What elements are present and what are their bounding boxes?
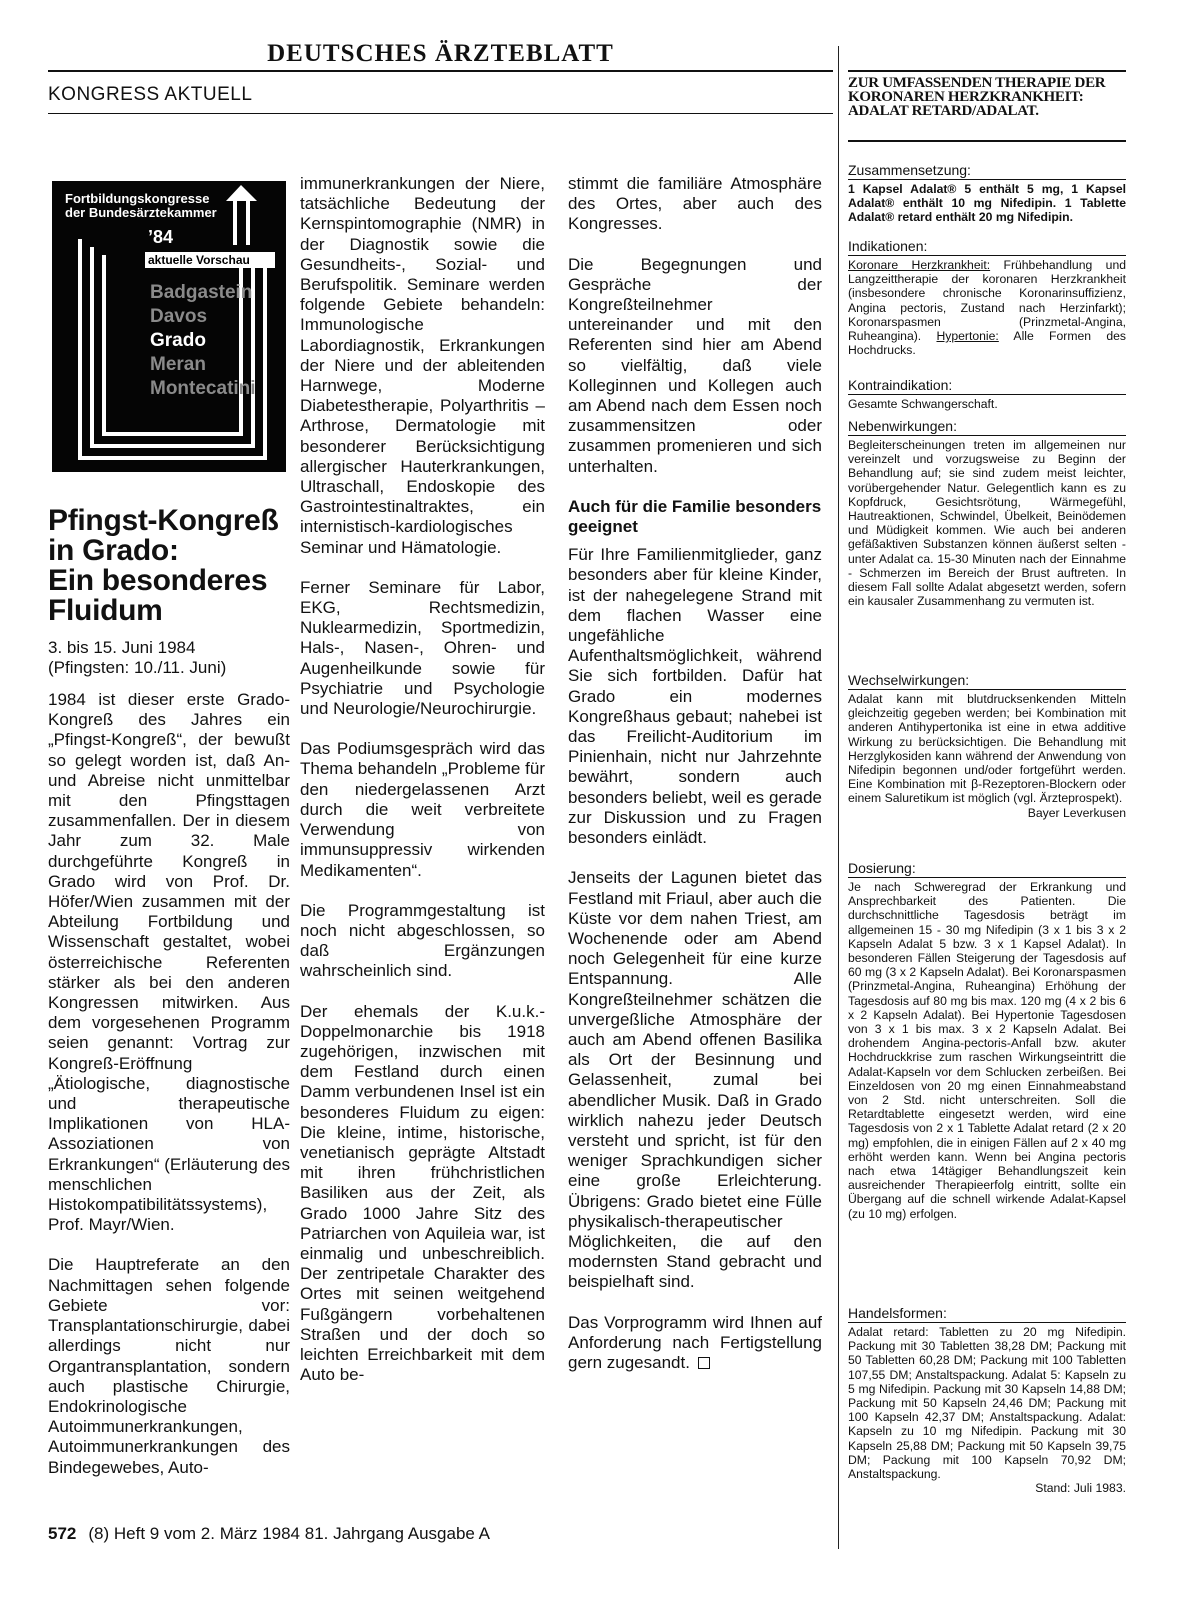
sidebar-heading: Wechselwirkungen: xyxy=(848,672,970,688)
sidebar-term: Hypertonie: xyxy=(936,329,999,344)
title-line: in Grado: xyxy=(48,534,179,567)
sidebar-heading: Indikationen: xyxy=(848,238,928,254)
promo-city: Davos xyxy=(150,306,208,327)
paragraph-text: Das Vorprogramm wird Ihnen auf Anforderung nach Fertigstellung gern zugesandt. xyxy=(568,1312,822,1372)
title-line: Pfingst-Kongreß xyxy=(48,504,279,537)
article-subheading: Auch für die Familie besonders geeignet xyxy=(568,496,822,537)
sidebar-text: Adalat kann mit blutdrucksenkenden Mitteln gleichzeitig gegeben werden; bei Kombination mit anderen Antihypertonika ist eine in etwa additive Wirkung zu berücksichtigen. Die Behandlung mit Herzglykosiden kann während der Anwendung von Nifedipin begonnen und/oder fortgeführt werden. Eine Kombination mit β-Rezeptoren-Blockern oder einem Saluretikum ist möglich (vgl. Ärzteprospekt). xyxy=(848,692,1126,806)
date-line: (Pfingsten: 10./11. Juni) xyxy=(48,658,227,677)
sidebar-heading: Nebenwirkungen: xyxy=(848,418,957,434)
sidebar-rule xyxy=(848,689,1126,690)
sidebar-section-zusammensetzung xyxy=(848,162,1126,225)
sidebar-section-nebenwirkungen xyxy=(848,418,1126,608)
masthead-rule xyxy=(48,70,833,72)
paragraph: Jenseits der Lagunen bietet das Festland mit Friaul, aber auch die Küste vor dem nahen Triest, am Wochenende oder am Abend noch Gelegenheit für eine kurze Entspannung. Alle Kongreßteilnehmer schätzen die unvergeßliche Atmosphäre der auch am Abend offenen Basilika als Ort der Besinnung und Gelassenheit, zumal bei abendlicher Musik. Daß in Grado wirklich nahezu jeder Deutsch versteht und spricht, ist für den weniger Sprachkundigen sicher eine große Erleichterung. Übrigens: Grado bietet eine Fülle physikalisch-therapeutischer Möglichkeiten, die auf den modernsten Stand gebracht und beispielhaft sind. xyxy=(568,868,822,1292)
sidebar-text: Adalat retard: Tabletten zu 20 mg Nifedipin. Packung mit 30 Tabletten 38,28 DM; Packung mit 50 Tabletten 60,28 DM; Packung mit 100 Tabletten 107,55 DM; Anstaltspackung. Adalat 5: Kapseln zu 5 mg Nifedipin. Packung mit 30 Kapseln 14,88 DM; Packung mit 50 Kapseln 24,46 DM; Packung mit 100 Kapseln 42,37 DM; Anstaltspackung. Adalat: Kapseln zu 10 mg Nifedipin. Packung mit 30 Kapseln 25,88 DM; Packung mit 50 Kapseln 39,75 DM; Packung mit 100 Kapseln 70,92 DM; Anstaltspackung. xyxy=(848,1325,1126,1482)
paragraph: Der ehemals der K.u.k.-Doppelmonarchie bis 1918 zugehörigen, inzwischen mit dem Festland durch einen Damm verbundenen Insel ist ein besonderes Fluidum zu eigen: Die kleine, intime, historische, venetianisch geprägte Altstadt mit ihren frühchristlichen Basiliken aus der Zeit, als Grado 1000 Jahre Sitz des Patriarchen von Aquileia war, ist einmalig und unbeschreiblich. Der zentripetale Charakter des Ortes mit seinen weitgehend Fußgängern vorbehaltenen Straßen und der doch so leichten Erreichbarkeit mit dem Auto be- xyxy=(300,1001,545,1385)
sidebar-text-part: Frühbehandlung und Langzeittherapie der koronaren Herzkrankheit (insbesondere chronische Koronarinsuffizienz, Angina pectoris, Zustand nach Herzinfarkt); Koronarspasmen (Prinzmetal-Angina, Ruheangina). xyxy=(848,258,1126,344)
paragraph: 1984 ist dieser erste Grado-Kongreß des Jahres ein „Pfingst-Kongreß“, der bewußt so gelegt worden ist, daß An- und Abreise nicht unmittelbar mit den Pfingsttagen zusammenfallen. Der in diesem Jahr zum 32. Male durchgeführte Kongreß in Grado wird von Prof. Dr. Höfer/Wien zusammen mit der Abteilung Fortbildung und Wissenschaft gestaltet, wobei österreichische Referenten stärker als bei den anderen Kongressen mitwirken. Aus dem vorgesehenen Programm seien genannt: Vortrag zur Kongreß-Eröffnung „Ätiologische, diagnostische und therapeutische Implikationen von HLA-Assoziationen von Erkrankungen“ (Erläuterung des menschlichen Histokompatibilitätssystems), Prof. Mayr/Wien. xyxy=(48,690,290,1235)
article-title xyxy=(48,506,288,626)
sidebar-rule xyxy=(848,435,1126,436)
section-rule xyxy=(48,113,833,114)
sidebar-rule xyxy=(848,394,1126,395)
issue-info: (8) Heft 9 vom 2. März 1984 81. Jahrgang Ausgabe A xyxy=(88,1524,490,1543)
sidebar-heading: Handelsformen: xyxy=(848,1305,947,1321)
sidebar-heading: Zusammensetzung: xyxy=(848,162,971,178)
sidebar-text: Begleiterscheinungen treten im allgemeinen nur vereinzelt und vorzugsweise zu Beginn der Behandlung auf; sie sind zudem meist leichter, vorübergehender Natur. Gelegentlich kann es zu Kopfdruck, Gesichtsrötung, Wärmegefühl, Hautreaktionen, Schwindel, Übelkeit, Beinödemen und Müdigkeit kommen. Wie auch bei anderen gefäßaktiven Substanzen können äußerst selten - unter Adalat ca. 15-30 Minuten nach der Einnahme - Schmerzen im Bereich der Brust auftreten. In diesem Fall sollte Adalat abgesetzt werden, sofern ein kausaler Zusammenhang zu vermuten ist. xyxy=(848,438,1126,609)
sidebar-rule xyxy=(848,1322,1126,1323)
sidebar-stand: Stand: Juli 1983. xyxy=(1035,1481,1126,1496)
promo-city-highlight: Grado xyxy=(150,330,206,351)
title-line: Ein besonderes xyxy=(48,564,268,597)
paragraph: stimmt die familiäre Atmosphäre des Ortes, aber auch des Kongresses. xyxy=(568,174,822,234)
sidebar-heading: Dosierung: xyxy=(848,860,916,876)
paragraph: Das Podiumsgespräch wird das Thema behandeln „Probleme für den niedergelassenen Arzt durch die weit verbreitete Verwendung von immunsuppressiv wirkenden Medikamenten“. xyxy=(300,739,545,880)
sidebar-rule xyxy=(848,179,1126,180)
paragraph: Die Hauptreferate an den Nachmittagen sehen folgende Gebiete vor: Transplantationschirurgie, dabei allerdings nicht nur Organtransplantation, sondern auch plastische Chirurgie, Endokrinologische Autoimmunerkrankungen, Autoimmunerkrankungen des Bindegewebes, Auto- xyxy=(48,1255,290,1477)
page-number: 572 xyxy=(48,1524,77,1543)
paragraph: Die Programmgestaltung ist noch nicht abgeschlossen, so daß Ergänzungen wahrscheinlich sind. xyxy=(300,900,545,981)
date-line: 3. bis 15. Juni 1984 xyxy=(48,638,196,657)
masthead: DEUTSCHES ÄRZTEBLATT xyxy=(267,40,614,67)
sidebar-rule xyxy=(848,255,1126,256)
paragraph: Die Begegnungen und Gespräche der Kongreßteilnehmer untereinander und mit den Referenten sind hier am Abend so vielfältig, daß viele Kolleginnen und Kollegen auch am Abend nach dem Essen noch zusammensitzen oder zusammen promenieren und sich unterhalten. xyxy=(568,254,822,476)
title-line: Fluidum xyxy=(48,594,163,627)
congress-promo-box xyxy=(52,181,286,472)
sidebar-heading: Kontraindikation: xyxy=(848,377,953,393)
article-column-1 xyxy=(48,690,290,1498)
article-column-3 xyxy=(568,174,822,1393)
promo-preview-label: aktuelle Vorschau xyxy=(145,252,275,268)
end-mark-icon xyxy=(698,1357,710,1369)
paragraph: Für Ihre Familienmitglieder, ganz besonders aber für kleine Kinder, ist der nahegelegene Strand mit dem flachen Wasser eine ungefähliche Aufenthaltsmöglichkeit, während Sie sich fortbilden. Dafür hat Grado ein modernes Kongreßhaus gebaut; nahebei ist das Freilicht-Auditorium im Pinienhain, nicht nur Jahrzehnte bewährt, sondern auch besonders beliebt, weil es gerade zur Diskussion und zu Fragen besonders einlädt. xyxy=(568,545,822,848)
sidebar-text xyxy=(848,258,1126,357)
paragraph-last xyxy=(568,1313,822,1374)
sidebar-section-wechselwirkungen xyxy=(848,672,1126,820)
sidebar-title: ZUR UMFASSENDEN THERAPIE DER KORONAREN HERZKRANKHEIT: ADALAT RETARD/ADALAT. xyxy=(848,75,1106,119)
sidebar-company: Bayer Leverkusen xyxy=(1027,805,1126,820)
promo-city: Badgastein xyxy=(150,282,253,303)
promo-year: ’84 xyxy=(148,227,174,247)
section-label: KONGRESS AKTUELL xyxy=(48,84,253,105)
sidebar-section-handelsformen xyxy=(848,1305,1126,1495)
sidebar-text: 1 Kapsel Adalat® 5 enthält 5 mg, 1 Kapsel Adalat® enthält 10 mg Nifedipin. 1 Tablette Adalat® retard enthält 20 mg Nifedipin. xyxy=(848,182,1126,225)
paragraph: immunerkrankungen der Niere, tatsächliche Bedeutung der Kernspintomographie (NMR) in der Diagnostik sowie die Gesundheits-, Sozial- und Berufspolitik. Seminare werden folgende Gebiete behandeln: Immunologische Labordiagnostik, Erkrankungen der Niere und der ableitenden Harnwege, Moderne Diabetestherapie, Polyarthritis – Arthrose, Dermatologie mit besonderer Berücksichtigung allergischer Hauterkrankungen, Ultraschall, Endoskopie des Gastrointestinaltraktes, ein internistisch-kardiologisches Seminar und Hämatologie. xyxy=(300,174,545,557)
sidebar-rule xyxy=(848,140,1126,142)
promo-city: Meran xyxy=(150,354,206,375)
sidebar-top-rule xyxy=(848,70,1126,72)
article-dates xyxy=(48,638,288,678)
promo-city-list xyxy=(150,281,256,401)
sidebar-text: Je nach Schweregrad der Erkrankung und Ansprechbarkeit des Patienten. Die durchschnittliche Tagesdosis beträgt im allgemeinen 15 - 30 mg Nifedipin (3 x 1 bis 3 x 2 Kapseln Adalat 5 bzw. 3 x 1 Kapsel Adalat). In besonderen Fällen Steigerung der Tagesdosis auf 60 mg (3 x 2 Kapseln Adalat). Bei Koronarspasmen (Prinzmetal-Angina, Ruheangina) Erhöhung der Tagesdosis auf 80 mg bis max. 120 mg (4 x 2 bis 6 x 2 Kapseln Adalat). Bei Hypertonie Tagesdosen von 3 x 1 bis max. 3 x 2 Kapseln Adalat. Bei drohendem Angina-pectoris-Anfall bzw. akuter Hochdruckkrise zum raschen Wirkungseintritt die Adalat-Kapseln vor dem Schlucken zerbeißen. Bei Einzeldosen von 20 mg einen Einnahmeabstand von 2 Std. nicht unterschreiten. Soll die Retardtablette eingesetzt werden, wird eine Tagesdosis von 2 x 1 Tablette Adalat retard (2 x 20 mg) empfohlen, die in einigen Fällen auf 2 x 40 mg erhöht werden kann. Wenn bei Angina pectoris nach etwa 14tägiger Behandlungszeit kein ausreichender Therapieerfolg eintritt, sollte ein Übergang auf die schnell wirkende Adalat-Kapsel (zu 10 mg) erfolgen. xyxy=(848,880,1126,1221)
sidebar-section-kontraindikation xyxy=(848,377,1126,411)
sidebar-rule xyxy=(848,877,1126,878)
sidebar-section-dosierung xyxy=(848,860,1126,1221)
article-column-2 xyxy=(300,174,545,1405)
column-divider xyxy=(838,46,839,1549)
promo-heading: Fortbildungskongresse der Bundesärztekammer xyxy=(65,191,217,220)
page-footer xyxy=(48,1524,490,1544)
promo-city: Montecatini xyxy=(150,378,256,399)
paragraph: Ferner Seminare für Labor, EKG, Rechtsmedizin, Nuklearmedizin, Sportmedizin, Hals-, Nasen-, Ohren- und Augenheilkunde sowie für Psychiatrie und Psychologie und Neurologie/Neurochirurgie. xyxy=(300,577,545,719)
sidebar-text-part: Alle Formen des Hochdrucks. xyxy=(848,329,1126,358)
sidebar-text: Gesamte Schwangerschaft. xyxy=(848,397,998,411)
sidebar-term: Koronare Herzkrankheit: xyxy=(848,258,991,272)
sidebar-section-indikationen xyxy=(848,238,1126,357)
